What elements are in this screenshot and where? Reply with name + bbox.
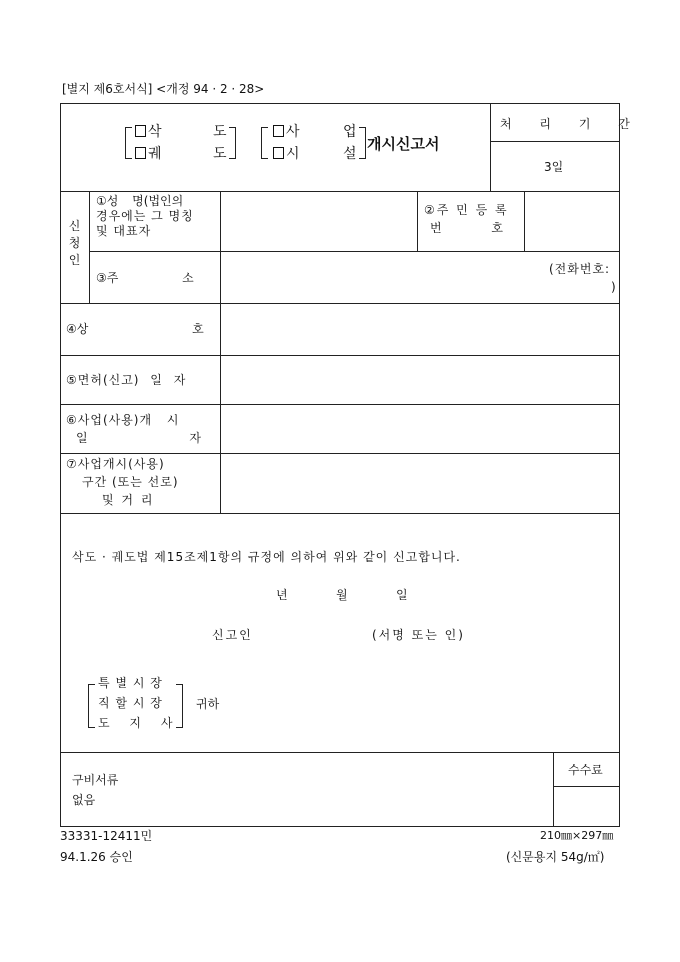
start-date-label: ⑥사업(사용)개 시 일 자 [66,413,201,445]
processing-period-label: 처 리 기 간 [500,117,642,131]
phone-close: ) [611,280,616,294]
license-date-field[interactable] [221,356,619,404]
processing-period-value: 3일 [544,160,564,174]
reporter-label: 신고인 [212,628,253,642]
section-field[interactable] [221,454,619,513]
signature-note: (서명 또는 인) [372,628,465,642]
title-option-4-suffix: 설 [343,146,357,162]
required-docs-label: 구비서류 [72,773,119,787]
trade-name-label: ④상 호 [66,322,204,336]
section-label: ⑦사업개시(사용) 구간 (또는 선로) 및 거 리 [66,457,179,507]
name-field[interactable] [221,192,417,251]
fee-field[interactable] [554,787,619,826]
date-month: 월 [336,588,348,602]
required-docs-value: 없음 [72,793,96,807]
form-title [125,123,485,173]
paper-size: 210㎜×297㎜ [540,829,614,842]
title-option-3-suffix: 업 [343,124,357,140]
license-date-label: ⑤면허(신고) 일 자 [66,373,187,387]
title-option-2-suffix: 도 [213,146,227,162]
declaration-text: 삭도 · 궤도법 제15조제1항의 규정에 의하여 위와 같이 신고합니다. [72,550,461,564]
name-label: ①성 명(법인의 경우에는 그 명칭 및 대표자 [96,194,194,238]
date-year: 년 [276,588,288,602]
rrn-label: ②주 민 등 록 번 호 [424,203,509,235]
title-option-1-suffix: 도 [213,124,227,140]
address-field[interactable] [221,252,619,303]
form-number: 33331-12411민 [60,829,153,843]
date-day: 일 [396,588,408,602]
paper-type: (신문용지 54g/㎡) [506,850,605,864]
address-label: ③주 소 [96,271,194,285]
rrn-field[interactable] [525,192,619,251]
applicant-group-label: 신 청 인 [68,219,81,267]
title-option-1: 삭 [148,124,162,140]
title-option-4: 시 [286,146,300,162]
fee-label: 수수료 [568,763,603,777]
title-tail: 개시신고서 [367,135,440,153]
title-option-2: 궤 [148,146,162,162]
recipient-list: 특 별 시 장 직 할 시 장 도 지 사 [88,676,198,736]
honorific: 귀하 [196,697,220,711]
approval-date: 94.1.26 승인 [60,850,133,864]
trade-name-field[interactable] [221,304,619,355]
form-label: [별지 제6호서식] <개정 94 · 2 · 28> [62,82,265,96]
phone-label: (전화번호: [549,262,611,276]
start-date-field[interactable] [221,405,619,453]
title-option-3: 사 [286,124,300,140]
